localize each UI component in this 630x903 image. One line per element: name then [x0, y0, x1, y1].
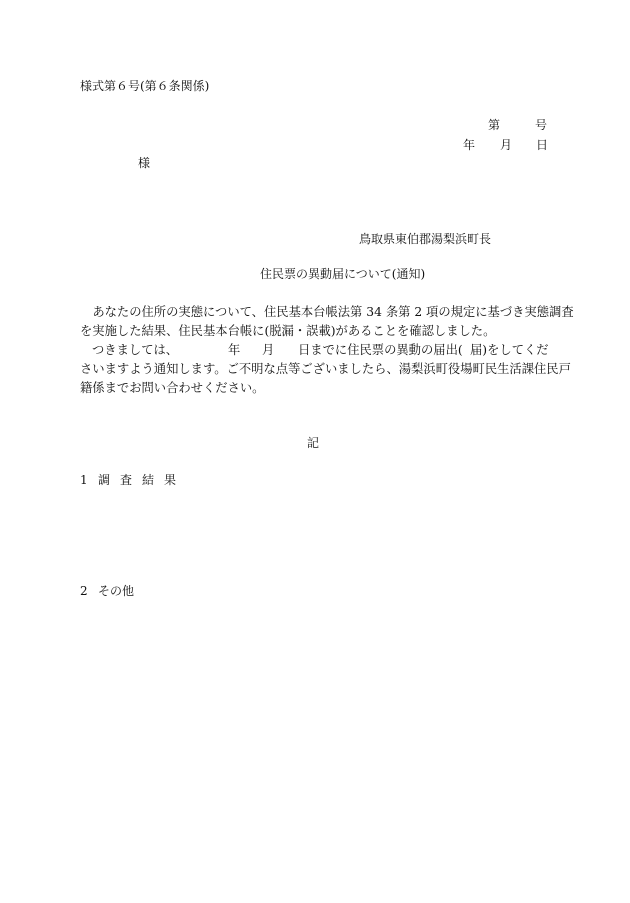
paragraph-2-line-1-a: つきましては、 — [92, 343, 179, 357]
form-label: 様式第６号(第６条関係) — [80, 79, 210, 93]
paragraph-1-line-1 — [80, 305, 574, 319]
ki-heading: 記 — [307, 436, 320, 450]
paragraph-2-line-3: 籍係までお問い合わせください。 — [80, 381, 265, 395]
paragraph-2-line-1-c: 届)をしてくだ — [470, 343, 549, 357]
section-1-label: 調査結果 — [98, 473, 187, 487]
date-year: 年 — [463, 138, 476, 152]
section-2-label: その他 — [98, 584, 135, 598]
paragraph-1-line-1-text: あなたの住所の実態について、住民基本台帳法第 34 条第 2 項の規定に基づき実態調査 — [92, 305, 574, 319]
paragraph-2-line-1-b: 日までに住民票の異動の届出( — [298, 343, 463, 357]
paragraph-2-line-2: さいますよう通知します。ご不明な点等ございましたら、湯梨浜町役場町民生活課住民戸 — [80, 362, 571, 376]
paragraph-2-line-1-month: 月 — [262, 343, 275, 357]
addressee-suffix: 様 — [138, 156, 151, 170]
issuer: 鳥取県東伯郡湯梨浜町長 — [359, 232, 492, 246]
doc-number-go: 号 — [535, 118, 548, 132]
section-1-number: 1 — [80, 473, 88, 487]
date-month: 月 — [500, 138, 513, 152]
paragraph-2-line-1-year: 年 — [228, 343, 241, 357]
date-day: 日 — [536, 138, 549, 152]
doc-number-dai: 第 — [488, 118, 501, 132]
paragraph-1-line-2: を実施した結果、住民基本台帳に(脱漏・誤載)があることを確認しました。 — [80, 324, 496, 338]
section-2-number: 2 — [80, 584, 88, 598]
document-title: 住民票の異動届について(通知) — [260, 267, 426, 281]
